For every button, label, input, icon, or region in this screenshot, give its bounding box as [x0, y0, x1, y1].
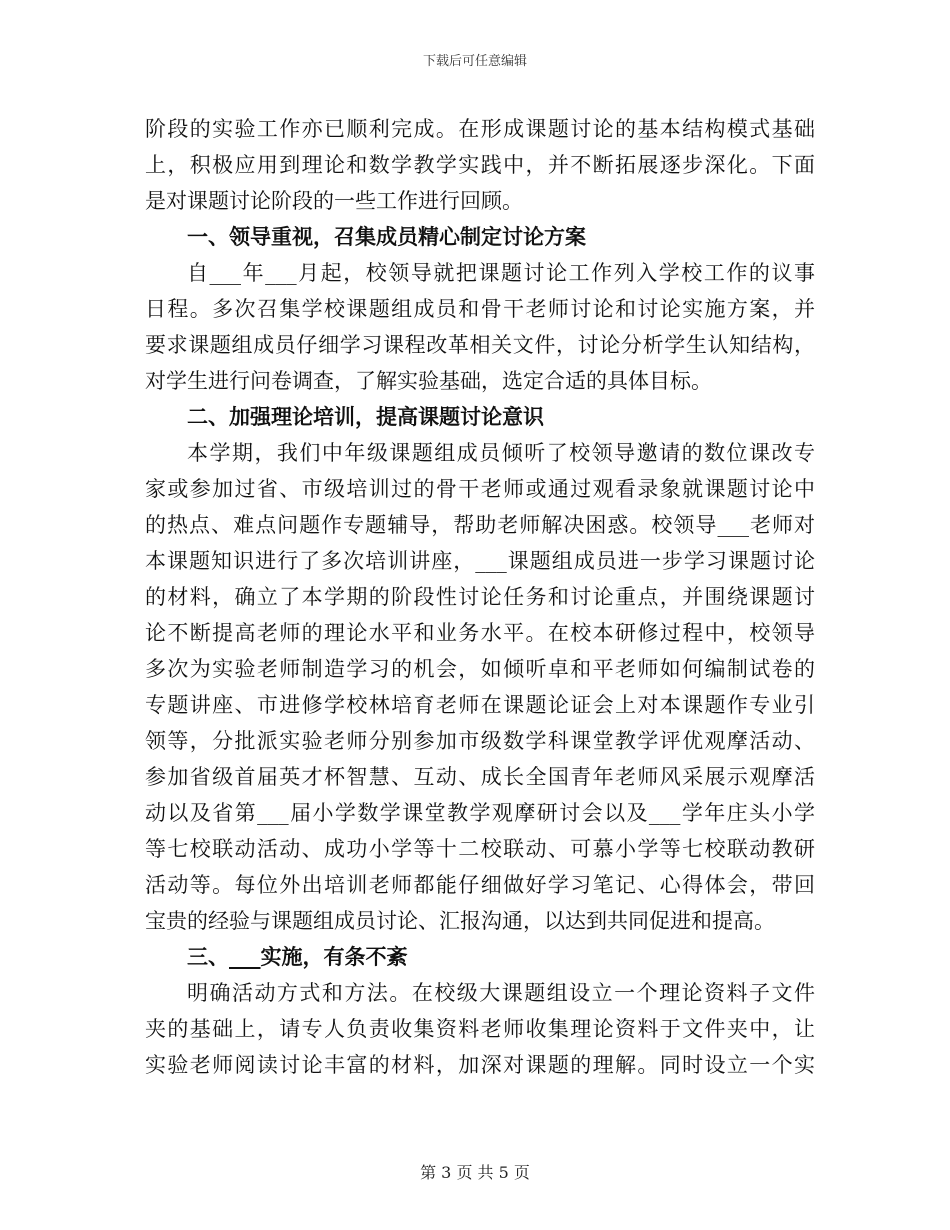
paragraph-line: 活动等。每位外出培训老师都能仔细做好学习笔记、心得体会，带回 — [145, 873, 815, 897]
paragraph-line: 自___年___月起，校领导就把课题讨论工作列入学校工作的议事 — [187, 261, 815, 285]
page-header: 下载后可任意编辑 — [422, 54, 527, 69]
page-footer: 第 3 页 共 5 页 — [420, 1163, 530, 1182]
paragraph-line: 专题讲座、市进修学校林培育老师在课题论证会上对本课题作专业引 — [145, 693, 815, 717]
paragraph-line: 日程。多次召集学校课题组成员和骨干老师讨论和讨论实施方案，并 — [145, 297, 815, 321]
paragraph-line: 的材料，确立了本学期的阶段性讨论任务和讨论重点，并围绕课题讨 — [145, 585, 815, 609]
paragraph-line: 对学生进行问卷调查，了解实验基础，选定合适的具体目标。 — [145, 369, 712, 393]
paragraph-line: 动以及省第___届小学数学课堂教学观摩研讨会以及___学年庄头小学 — [145, 801, 815, 825]
paragraph-line: 论不断提高老师的理论水平和业务水平。在校本研修过程中，校领导 — [145, 621, 815, 645]
paragraph-line: 本学期，我们中年级课题组成员倾听了校领导邀请的数位课改专 — [187, 441, 815, 465]
paragraph-line: 实验老师阅读讨论丰富的材料，加深对课题的理解。同时设立一个实 — [145, 1053, 815, 1077]
paragraph-line: 领等，分批派实验老师分别参加市级数学科课堂教学评优观摩活动、 — [145, 729, 815, 753]
paragraph-line: 本课题知识进行了多次培训讲座，___课题组成员进一步学习课题讨论 — [145, 549, 815, 573]
paragraph-line: 家或参加过省、市级培训过的骨干老师或通过观看录象就课题讨论中 — [145, 477, 815, 501]
paragraph-line: 参加省级首届英才杯智慧、互动、成长全国青年老师风采展示观摩活 — [145, 765, 815, 789]
paragraph-line: 多次为实验老师制造学习的机会，如倾听卓和平老师如何编制试卷的 — [145, 657, 815, 681]
paragraph-line: 上，积极应用到理论和数学教学实践中，并不断拓展逐步深化。下面 — [145, 153, 815, 177]
paragraph-line: 是对课题讨论阶段的一些工作进行回顾。 — [145, 189, 523, 213]
paragraph-line: 宝贵的经验与课题组成员讨论、汇报沟通，以达到共同促进和提高。 — [145, 909, 775, 933]
document-body — [145, 111, 815, 1083]
paragraph-line: 要求课题组成员仔细学习课程改革相关文件，讨论分析学生认知结构， — [145, 333, 815, 357]
paragraph-line: 阶段的实验工作亦已顺利完成。在形成课题讨论的基本结构模式基础 — [145, 117, 815, 141]
paragraph-line: 明确活动方式和方法。在校级大课题组设立一个理论资料子文件 — [187, 981, 815, 1005]
section-heading: 三、___实施，有条不紊 — [187, 944, 408, 969]
paragraph-line: 夹的基础上，请专人负责收集资料老师收集理论资料于文件夹中，让 — [145, 1017, 815, 1041]
paragraph-line: 等七校联动活动、成功小学等十二校联动、可慕小学等七校联动教研 — [145, 837, 815, 861]
paragraph-line: 的热点、难点问题作专题辅导，帮助老师解决困惑。校领导___老师对 — [145, 513, 815, 537]
section-heading: 二、加强理论培训，提高课题讨论意识 — [187, 404, 544, 429]
section-heading: 一、领导重视，召集成员精心制定讨论方案 — [187, 224, 586, 249]
